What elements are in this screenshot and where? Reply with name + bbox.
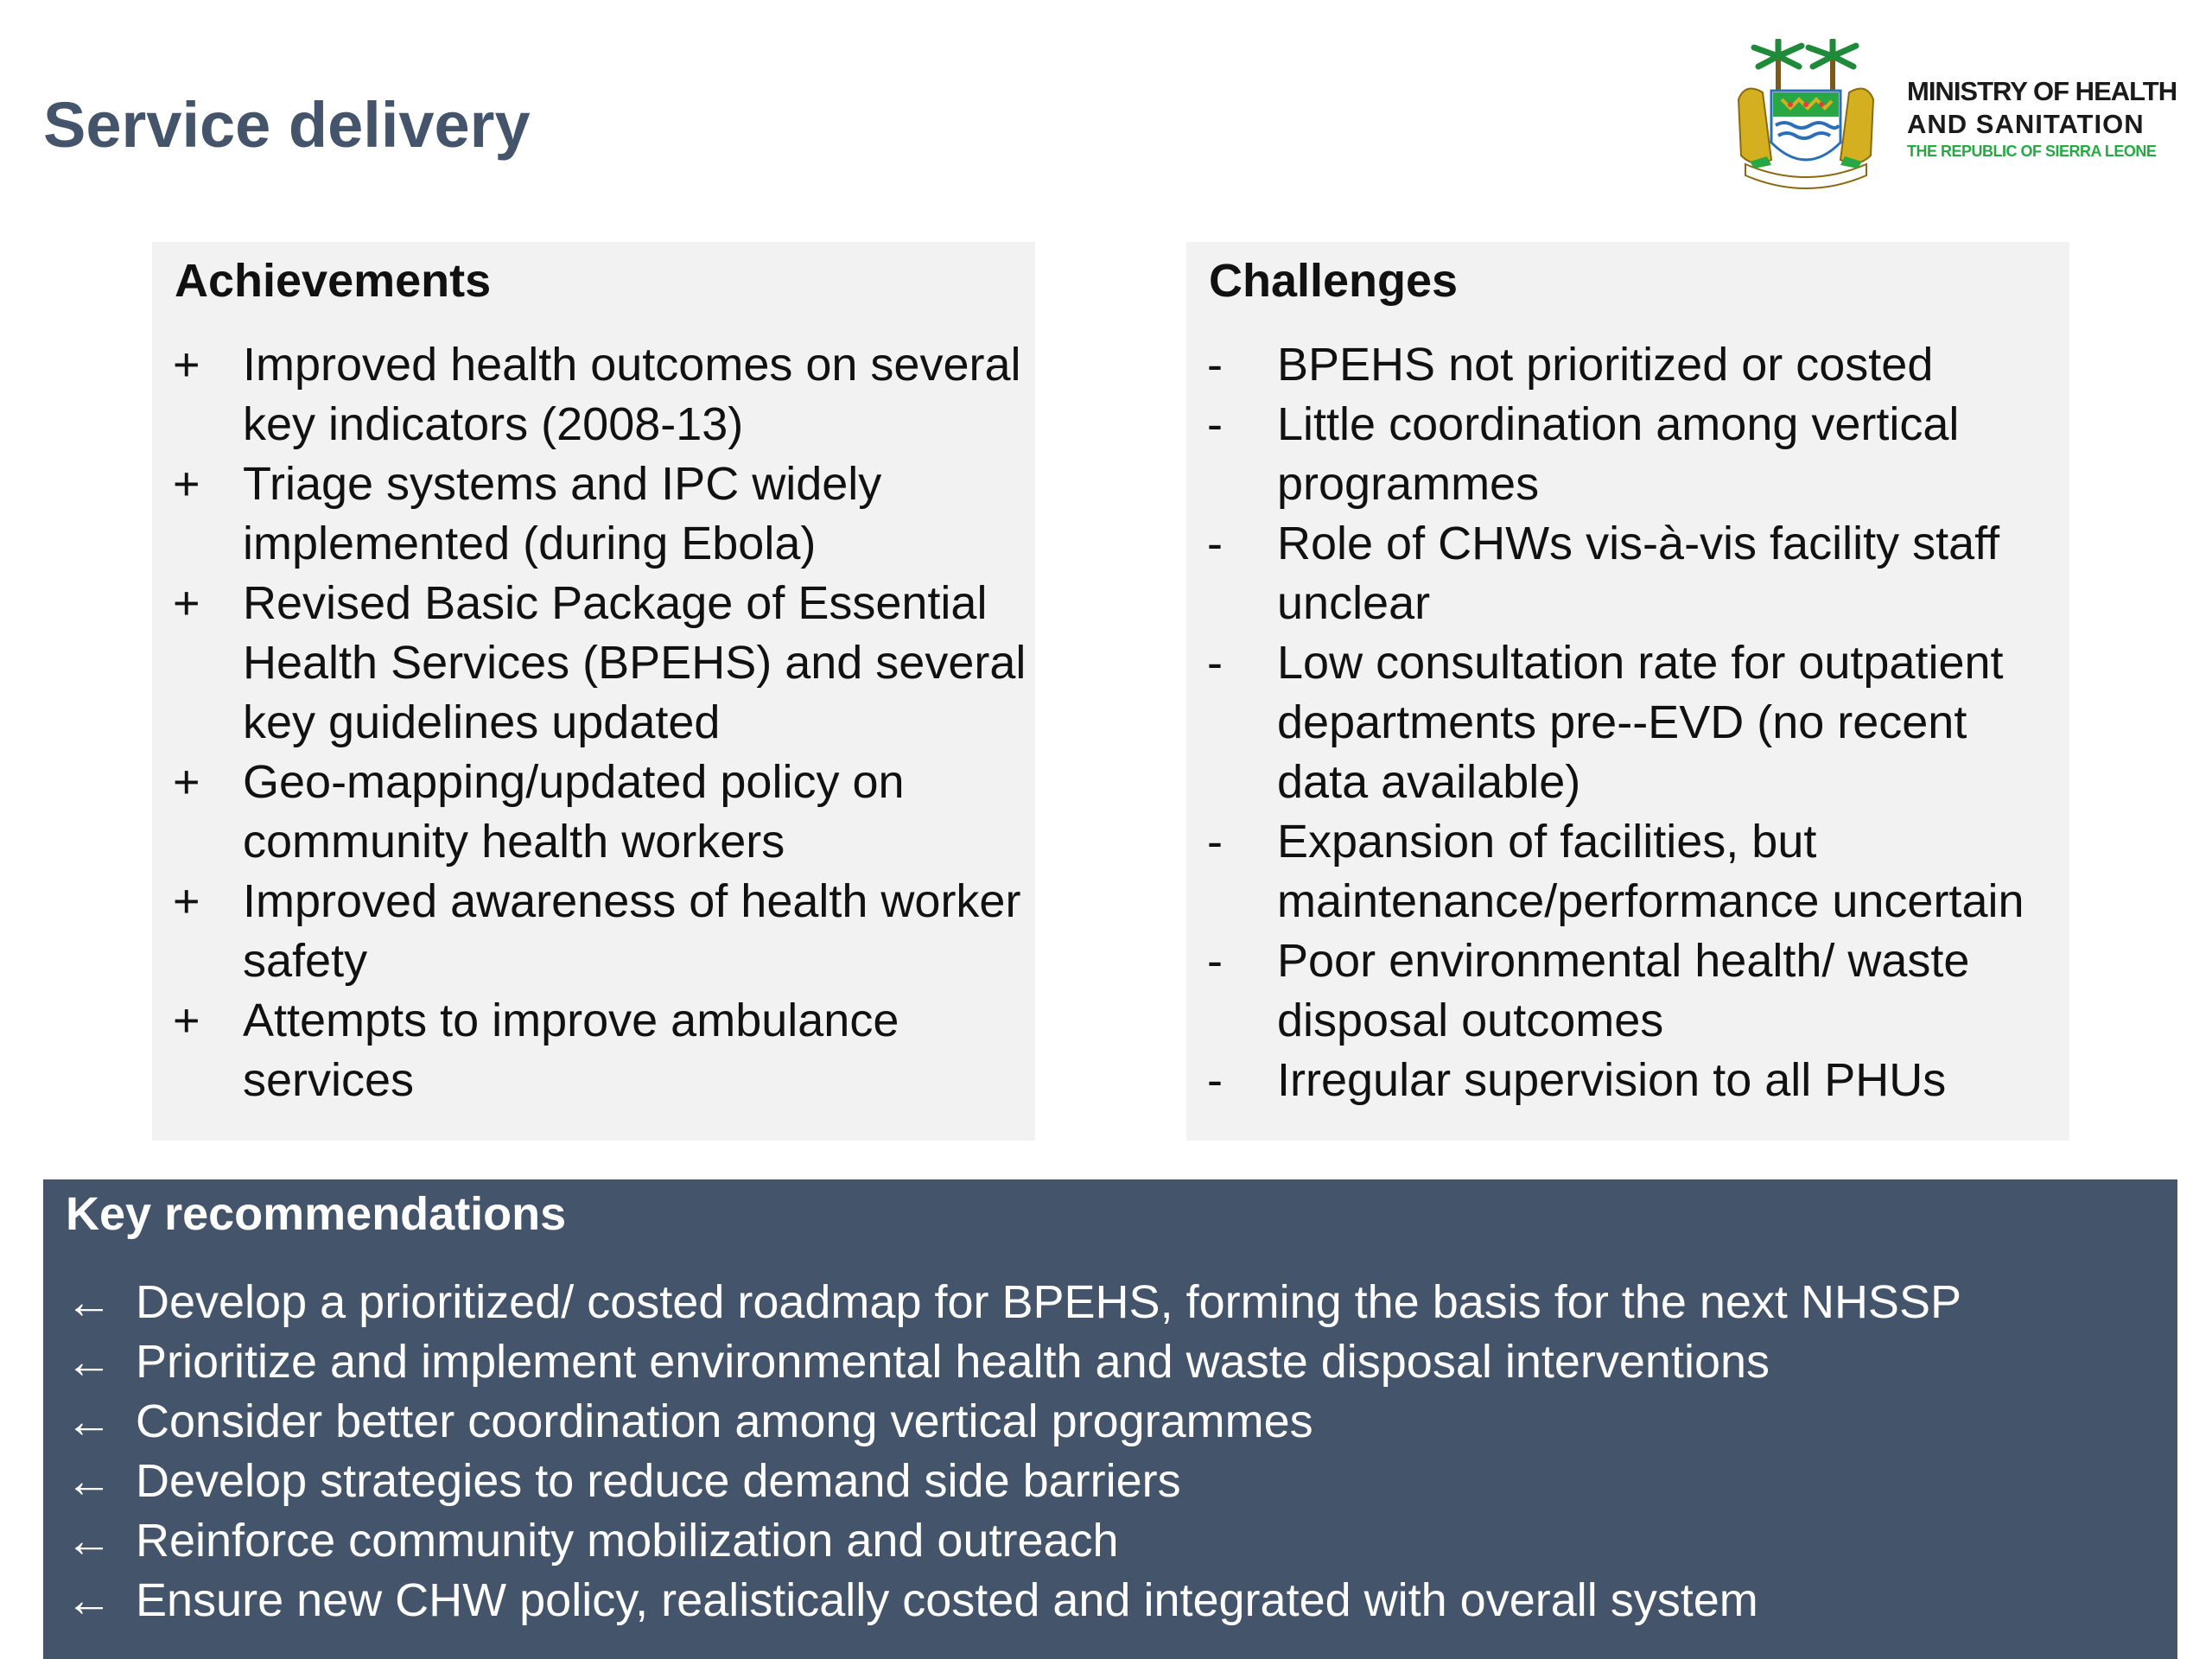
dash-marker: - [1207,339,1223,391]
arrow-left-icon: ← [66,1276,112,1328]
logo-line-ministry: MINISTRY OF HEALTH [1907,76,2177,106]
list-item [43,1392,1961,1452]
list-item [1186,633,2069,812]
list-item [43,1571,1961,1630]
challenges-panel [1186,242,2069,1141]
challenge-text-cont: programmes [1277,458,1540,510]
list-item [1186,812,2069,931]
arrow-left-icon: ← [66,1515,112,1567]
dash-marker: - [1207,816,1223,868]
list-item [1186,335,2069,395]
list-item [152,335,1035,454]
list-item [43,1452,1961,1511]
challenge-text: BPEHS not prioritized or costed [1277,339,1934,391]
achievements-heading: Achievements [175,255,492,307]
achievement-text: Geo-mapping/updated policy on community health workers [243,756,905,868]
challenge-text: Role of CHWs vis-à-vis facility staff [1277,518,2000,569]
dash-marker: - [1207,637,1223,689]
list-item [1186,931,2069,1051]
recommendations-heading: Key recommendations [66,1188,567,1240]
challenge-text-cont: disposal outcomes [1277,995,1664,1046]
list-item [152,991,1035,1110]
plus-marker: + [173,458,200,510]
achievement-text: Improved awareness of health worker safety [243,875,1021,987]
plus-marker: + [173,577,200,629]
list-item [43,1511,1961,1571]
logo-line-sanitation: AND SANITATION [1907,109,2145,139]
recommendations-panel [43,1179,2177,1659]
list-item [1186,514,2069,633]
list-item [152,872,1035,991]
challenge-text: Expansion of facilities, but [1277,816,1817,868]
dash-marker: - [1207,1054,1223,1106]
list-item [152,753,1035,872]
dash-marker: - [1207,398,1223,450]
recommendation-text: Develop a prioritized/ costed roadmap for BPEHS, forming the basis for the next NHSSP [136,1276,1961,1328]
list-item [1186,1051,2069,1110]
recommendation-text: Ensure new CHW policy, realistically costed and integrated with overall system [136,1574,1758,1626]
dash-marker: - [1207,935,1223,987]
challenge-text-cont: data available) [1277,756,1581,808]
achievement-text: Triage systems and IPC widely implemented (during Ebola) [243,458,882,569]
list-item [152,574,1035,753]
list-item [1186,395,2069,514]
recommendation-text: Consider better coordination among vertical programmes [136,1395,1313,1447]
logo-text [1907,75,2177,162]
recommendations-list [43,1273,1961,1630]
plus-marker: + [173,995,200,1046]
challenge-text-cont: maintenance/performance uncertain [1277,875,2024,927]
arrow-left-icon: ← [66,1336,112,1388]
achievements-panel [152,242,1035,1141]
plus-marker: + [173,875,200,927]
challenge-text: Poor environmental health/ waste [1277,935,1970,987]
page-title: Service delivery [43,89,531,161]
challenge-text-cont: departments pre--EVD (no recent [1277,696,1967,748]
challenge-text-cont: unclear [1277,577,1431,629]
challenge-text: Low consultation rate for outpatient [1277,637,2004,689]
plus-marker: + [173,339,200,391]
logo-line-republic: THE REPUBLIC OF SIERRA LEONE [1907,143,2157,160]
challenge-text: Little coordination among vertical [1277,398,1960,450]
list-item [43,1332,1961,1392]
challenge-text: Irregular supervision to all PHUs [1277,1054,1947,1106]
list-item [43,1273,1961,1332]
dash-marker: - [1207,518,1223,569]
challenges-list [1186,335,2069,1110]
plus-marker: + [173,756,200,808]
arrow-left-icon: ← [66,1455,112,1507]
recommendation-text: Develop strategies to reduce demand side barriers [136,1455,1181,1507]
arrow-left-icon: ← [66,1574,112,1626]
recommendation-text: Prioritize and implement environmental health and waste disposal interventions [136,1336,1770,1388]
achievement-text: Revised Basic Package of Essential Health Services (BPEHS) and several key guidelines updated [243,577,1027,748]
achievement-text: Attempts to improve ambulance services [243,995,899,1106]
achievement-text: Improved health outcomes on several key indicators (2008-13) [243,339,1021,450]
challenges-heading: Challenges [1209,255,1459,307]
coat-of-arms-icon [1728,39,1884,194]
achievements-list [152,335,1035,1110]
list-item [152,454,1035,574]
recommendation-text: Reinforce community mobilization and outreach [136,1515,1119,1567]
ministry-logo [1728,39,2186,194]
arrow-left-icon: ← [66,1395,112,1447]
